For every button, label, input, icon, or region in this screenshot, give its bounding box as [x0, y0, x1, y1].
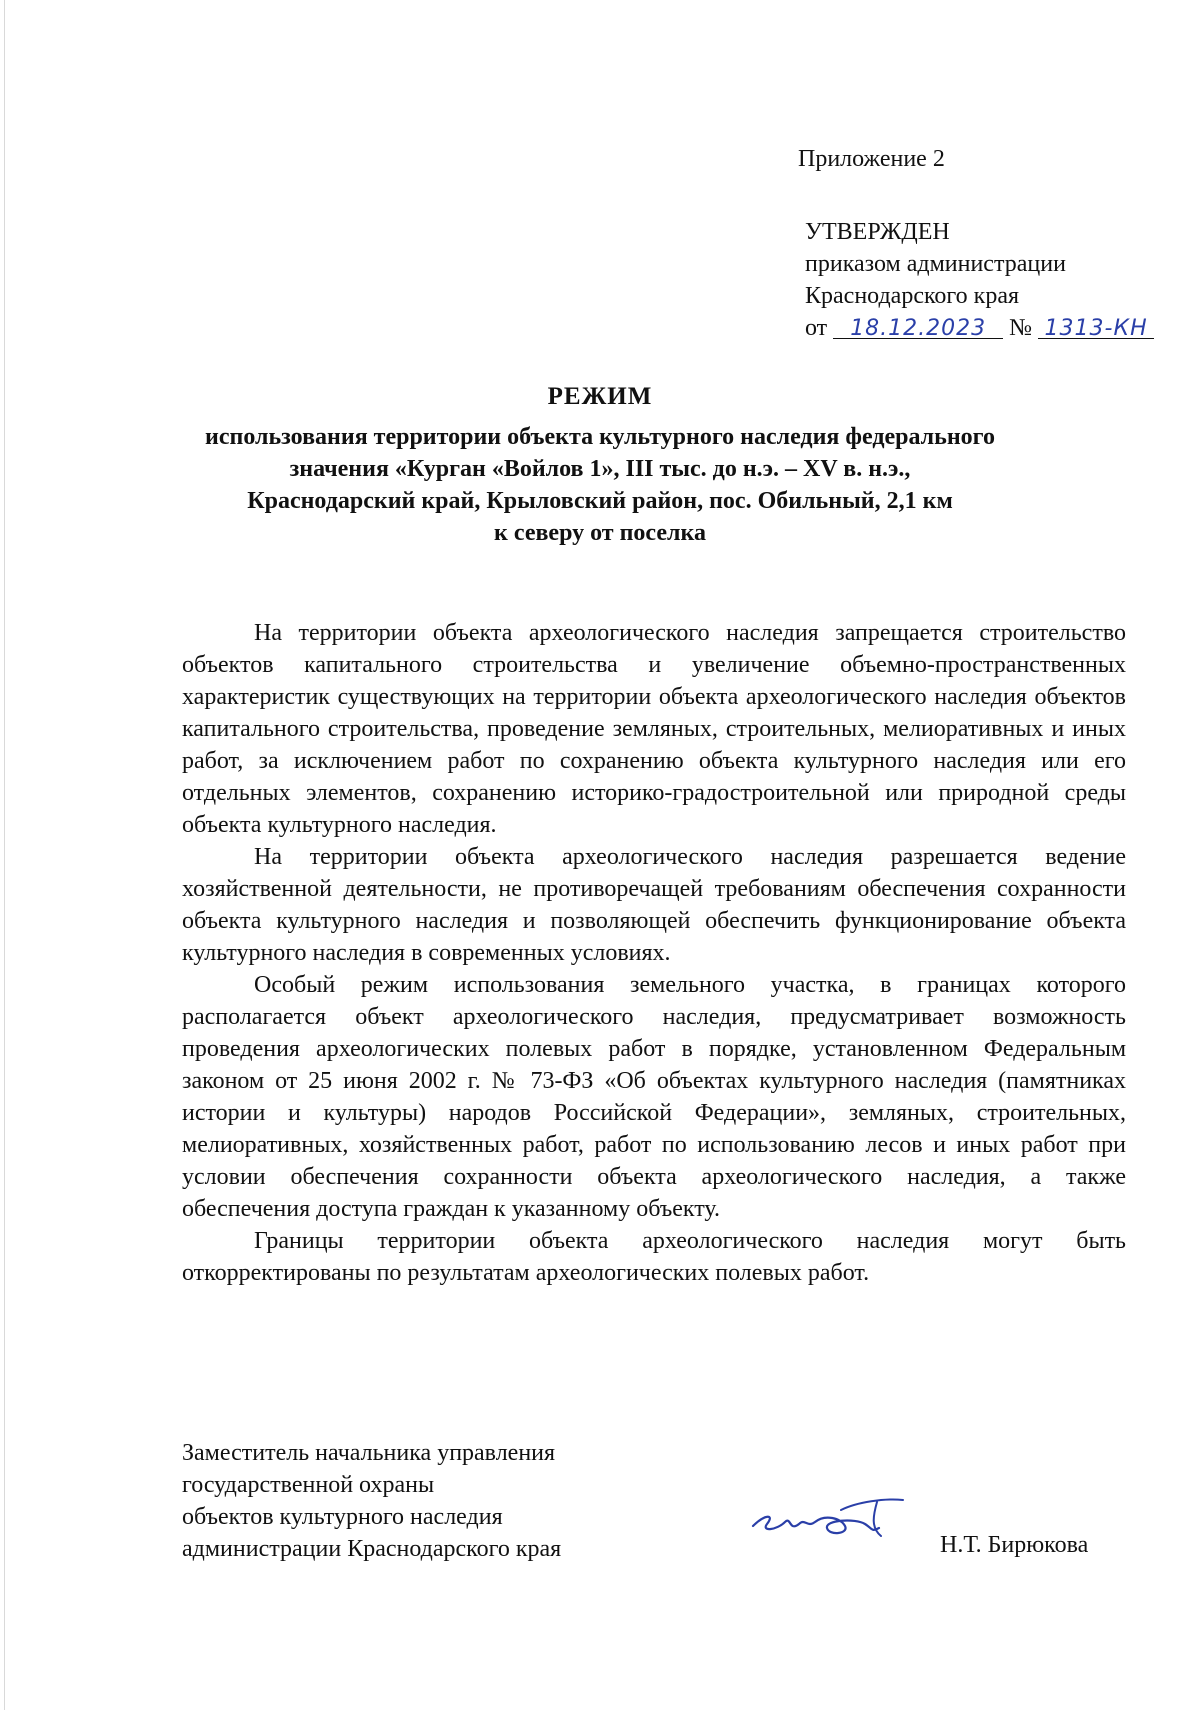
position-line: администрации Краснодарского края — [182, 1536, 562, 1562]
signer-position — [182, 1437, 561, 1565]
paragraph: На территории объекта археологического наследия разрешается ведение хозяйственной деятельности, не противоречащей требованиям обеспечения сохранности объекта культурного наследия и позволяющей обеспечить функционирование объекта культурного наследия в современных условиях. — [182, 844, 1126, 966]
position-line: Заместитель начальника управления — [182, 1440, 556, 1466]
order-date-field — [833, 312, 1003, 339]
scan-edge — [4, 0, 5, 1710]
document-subtitle — [150, 421, 1050, 549]
subtitle-line: Краснодарский край, Крыловский район, пос. Обильный, 2,1 км — [247, 488, 953, 514]
position-line: объектов культурного наследия — [182, 1504, 503, 1530]
position-line: государственной охраны — [182, 1472, 435, 1498]
handwritten-signature — [745, 1488, 915, 1550]
order-number-field — [1038, 312, 1154, 339]
handwritten-number: 1313-КН — [1044, 316, 1148, 341]
appendix-label: Приложение 2 — [798, 146, 945, 172]
paragraph: Границы территории объекта археологического наследия могут быть откорректированы по результатам археологических полевых работ. — [182, 1228, 1126, 1286]
approved-authority: Краснодарского края — [805, 283, 1020, 309]
document-body — [182, 617, 1126, 1289]
paragraph: Особый режим использования земельного участка, в границах которого располагается объект археологического наследия, предусматривает возможность проведения археологических полевых работ в порядке, установленном Федеральным законом от 25 июня 2002 г. № 73-ФЗ «Об объектах культурного наследия (памятниках истории и культуры) народов Российской Федерации», земляных, строительных, мелиоративных, хозяйственных работ, работ по использованию лесов и иных работ при условии обеспечения сохранности объекта археологического наследия, а также обеспечения доступа граждан к указанному объекту. — [182, 972, 1126, 1222]
order-number-prefix: № — [1009, 315, 1033, 341]
approved-by: приказом администрации — [805, 251, 1066, 277]
document-title: РЕЖИМ — [547, 383, 653, 410]
order-date-prefix: от — [805, 315, 828, 341]
approved-word: УТВЕРЖДЕН — [805, 219, 950, 245]
subtitle-line: использования территории объекта культурного наследия федерального — [205, 424, 995, 450]
subtitle-line: к северу от поселка — [494, 520, 706, 546]
signer-name: Н.Т. Бирюкова — [940, 1532, 1089, 1558]
subtitle-line: значения «Курган «Войлов 1», III тыс. до н.э. – XV в. н.э., — [289, 456, 911, 482]
order-line — [805, 312, 1154, 346]
approval-block — [805, 216, 1154, 346]
paragraph: На территории объекта археологического наследия запрещается строительство объектов капитального строительства и увеличение объемно-пространственных характеристик существующих на территории объекта археологического наследия объектов капитального строительства, проведение земляных, строительных, мелиоративных и иных работ, за исключением работ по сохранению объекта культурного наследия или его отдельных элементов, сохранению историко-градостроительной или природной среды объекта культурного наследия. — [182, 620, 1126, 838]
handwritten-date: 18.12.2023 — [850, 316, 987, 341]
